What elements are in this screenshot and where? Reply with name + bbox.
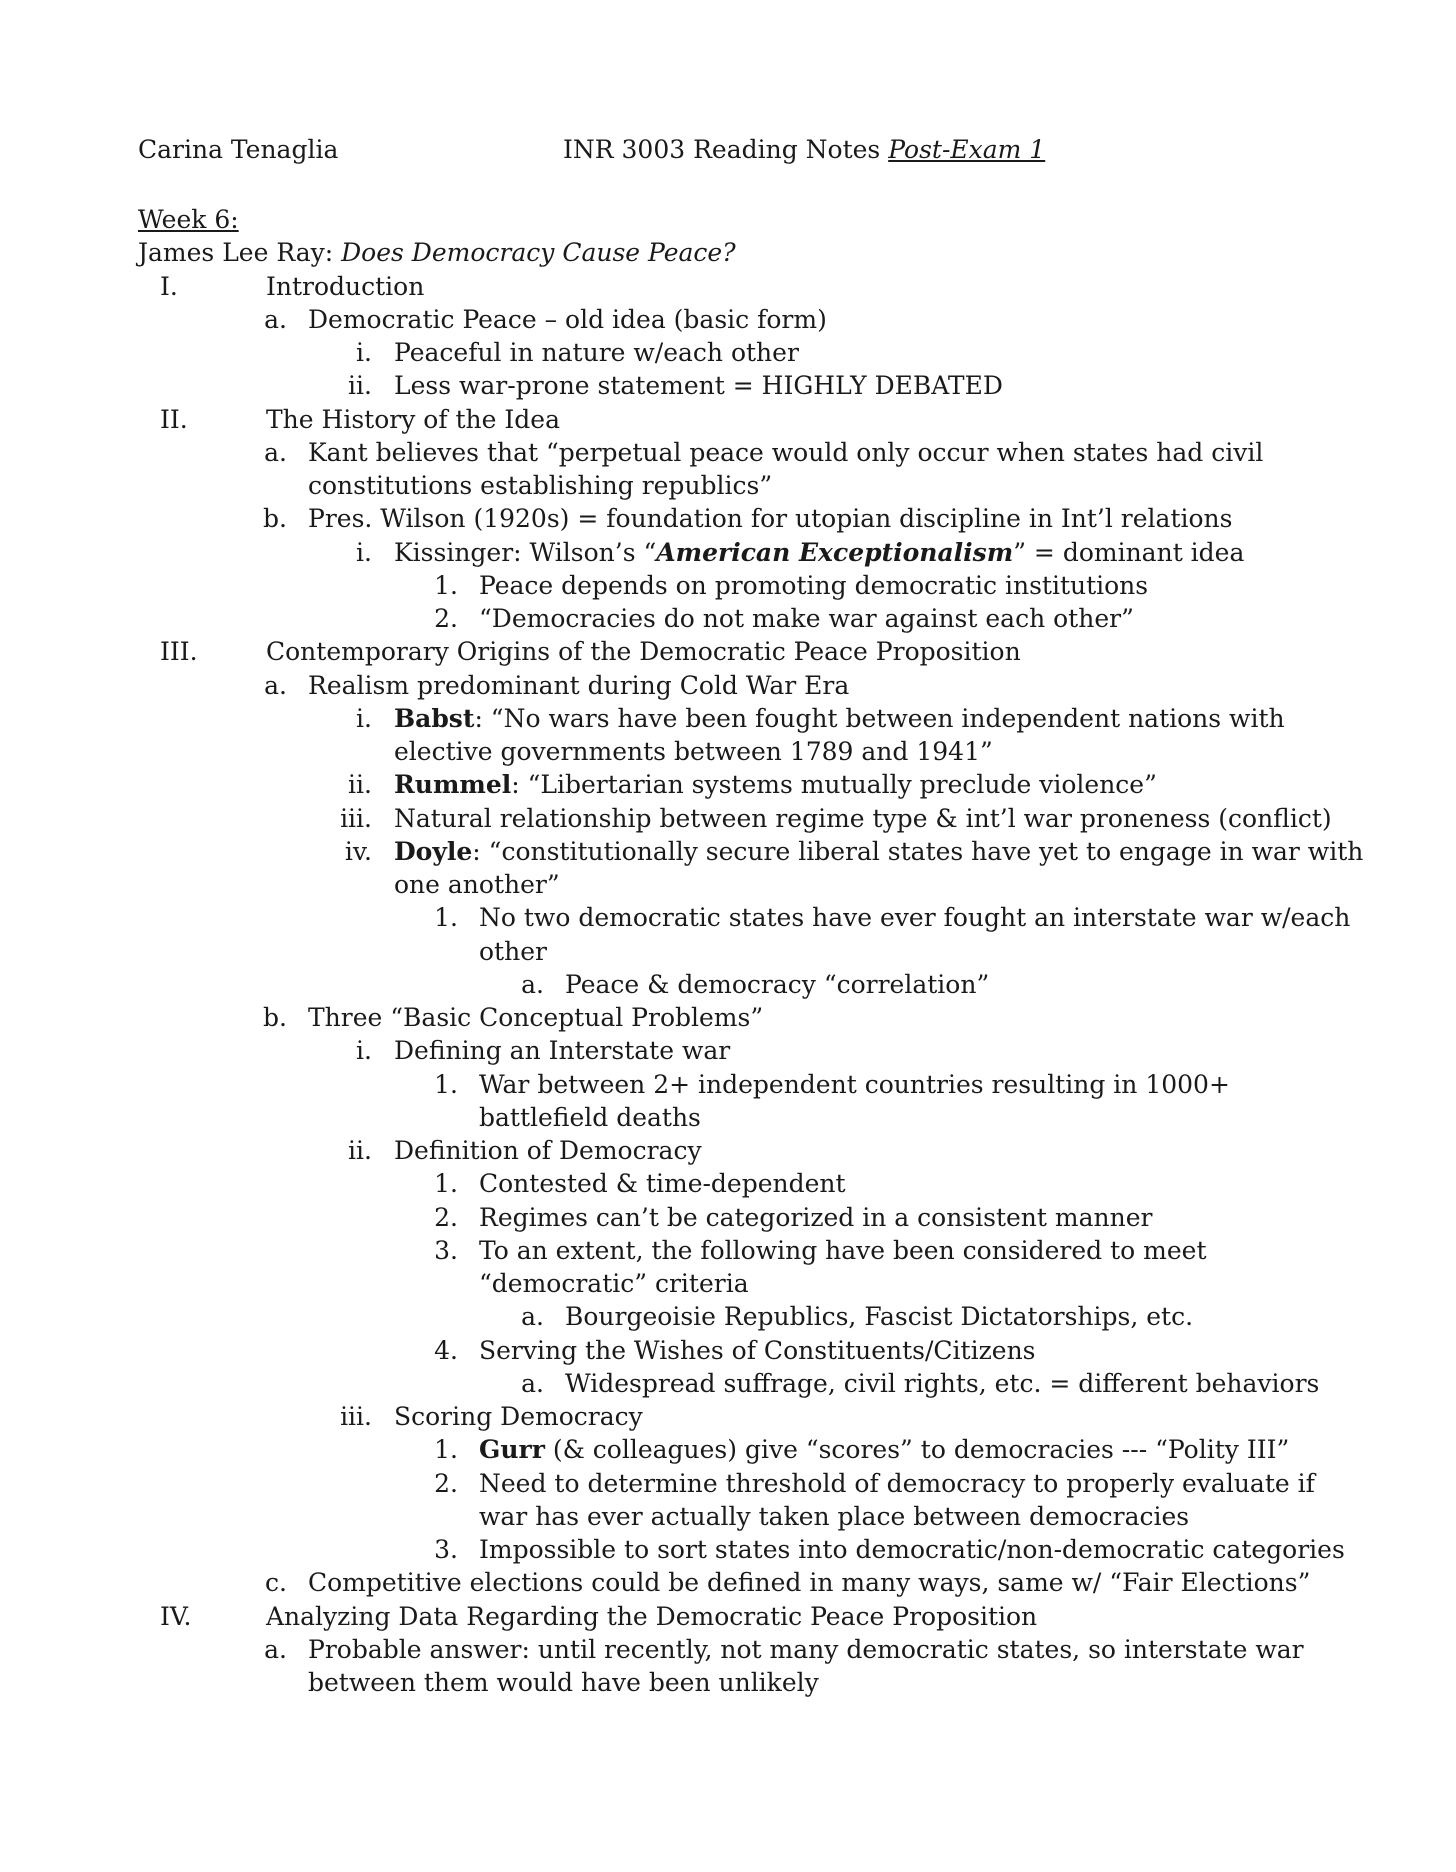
text-run: : “constitutionally secure liberal states have yet to engage in war with xyxy=(472,836,1364,866)
text-run: ” = dominant idea xyxy=(1013,537,1245,567)
outline-item xyxy=(0,469,1456,502)
outline-item xyxy=(0,1666,1456,1699)
outline-item xyxy=(0,669,1456,702)
outline-text xyxy=(394,1134,702,1167)
outline-item xyxy=(0,1167,1456,1200)
heading-line xyxy=(0,236,1456,269)
outline-item xyxy=(0,1500,1456,1533)
outline-item xyxy=(0,1267,1456,1300)
outline-text xyxy=(394,868,560,901)
outline-item xyxy=(0,1600,1456,1633)
outline-item xyxy=(0,868,1456,901)
outline-marker: a. xyxy=(264,304,287,334)
outline-marker: b. xyxy=(263,1003,287,1032)
outline-item xyxy=(0,635,1456,668)
outline-item xyxy=(0,1400,1456,1433)
outline-text xyxy=(394,768,1157,801)
outline-text xyxy=(394,336,799,369)
outline-text xyxy=(394,1034,730,1067)
text-run: “democratic” criteria xyxy=(479,1269,749,1298)
text-run: James Lee Ray: xyxy=(138,238,342,268)
outline-text xyxy=(266,1600,1037,1633)
outline-marker: I. xyxy=(160,271,178,301)
outline-item xyxy=(0,336,1456,369)
outline-item xyxy=(0,536,1456,569)
outline-marker: a. xyxy=(264,437,287,467)
outline-text xyxy=(479,1234,1207,1267)
text-run: Week 6: xyxy=(138,205,239,234)
text-run: battlefield deaths xyxy=(479,1102,701,1132)
outline-text xyxy=(394,369,1003,402)
outline-item xyxy=(0,403,1456,436)
outline-text xyxy=(479,569,1148,602)
outline-item xyxy=(0,303,1456,336)
outline-text xyxy=(479,935,547,968)
outline-text xyxy=(308,1001,763,1034)
course-title-emphasis: Post-Exam 1 xyxy=(888,135,1046,164)
outline-marker: ii. xyxy=(348,770,372,800)
notes-outline xyxy=(0,203,1456,1699)
text-run: Three “Basic Conceptual Problems” xyxy=(308,1003,764,1032)
outline-text xyxy=(308,1666,819,1699)
outline-item xyxy=(0,569,1456,602)
text-run: Less war-prone statement = HIGHLY DEBATED xyxy=(394,371,1003,401)
text-run: Natural relationship between regime type & int’l war proneness (conflict) xyxy=(394,803,1332,833)
text-run: : “No wars have been fought between independent nations with xyxy=(474,703,1285,733)
text-run: Peace & democracy “correlation” xyxy=(565,969,990,999)
text-run: Defining an Interstate war xyxy=(394,1036,731,1066)
text-run: Peace depends on promoting democratic institutions xyxy=(479,570,1149,600)
outline-text xyxy=(308,469,772,502)
text-run: Competitive elections could be defined in many ways, same w/ “Fair Elections” xyxy=(308,1568,1311,1598)
text-run: Pres. Wilson (1920s) = foundation for utopian discipline in Int’l relations xyxy=(308,504,1233,534)
outline-marker: 1. xyxy=(434,1169,458,1199)
outline-marker: III. xyxy=(160,637,198,667)
text-run: Kant believes that “perpetual peace would only occur when states had civil xyxy=(308,437,1264,467)
text-run: Analyzing Data Regarding the Democratic Peace Proposition xyxy=(266,1601,1038,1631)
emphasized-term: Gurr xyxy=(479,1435,545,1465)
outline-marker: a. xyxy=(264,1634,287,1664)
outline-text xyxy=(565,1300,1193,1333)
outline-text xyxy=(308,1633,1304,1666)
outline-item xyxy=(0,436,1456,469)
outline-marker: i. xyxy=(356,1036,372,1066)
outline-item xyxy=(0,369,1456,402)
outline-marker: i. xyxy=(356,338,372,367)
outline-item xyxy=(0,1001,1456,1034)
outline-text xyxy=(565,968,989,1001)
text-run: (& colleagues) give “scores” to democracies --- “Polity III” xyxy=(544,1435,1290,1465)
outline-marker: b. xyxy=(263,504,287,534)
text-run: Realism predominant during Cold War Era xyxy=(308,670,850,700)
outline-marker: i. xyxy=(356,537,372,567)
outline-marker: 1. xyxy=(434,1435,458,1465)
text-run: constitutions establishing republics” xyxy=(308,471,773,500)
outline-item xyxy=(0,1134,1456,1167)
outline-marker: ii. xyxy=(348,371,372,401)
outline-item xyxy=(0,901,1456,934)
outline-marker: i. xyxy=(356,703,372,733)
outline-marker: 3. xyxy=(434,1235,458,1265)
outline-item xyxy=(0,502,1456,535)
emphasized-term: Doyle xyxy=(394,836,473,866)
outline-item xyxy=(0,1101,1456,1134)
outline-text xyxy=(394,735,993,768)
text-run: Definition of Democracy xyxy=(394,1136,702,1165)
outline-marker: iii. xyxy=(340,803,372,833)
outline-text xyxy=(308,502,1232,535)
outline-item xyxy=(0,1433,1456,1466)
outline-marker: iii. xyxy=(340,1402,372,1431)
outline-item xyxy=(0,602,1456,635)
outline-marker: c. xyxy=(265,1568,287,1598)
text-run: war has ever actually taken place between democracies xyxy=(479,1501,1190,1531)
outline-item xyxy=(0,1201,1456,1234)
outline-text xyxy=(479,1167,846,1200)
emphasized-term: Babst xyxy=(394,703,475,733)
outline-text xyxy=(479,602,1134,635)
text-run: The History of the Idea xyxy=(266,404,560,434)
text-run: one another” xyxy=(394,870,560,899)
outline-marker: 4. xyxy=(434,1335,458,1365)
outline-text xyxy=(308,1566,1310,1599)
text-run: Widespread suffrage, civil rights, etc. = different behaviors xyxy=(565,1368,1320,1398)
outline-text xyxy=(479,1334,1036,1367)
text-run: Kissinger: Wilson’s “ xyxy=(394,537,657,567)
outline-text xyxy=(394,702,1285,735)
outline-item xyxy=(0,1068,1456,1101)
outline-marker: a. xyxy=(264,670,287,700)
outline-item xyxy=(0,968,1456,1001)
outline-marker: a. xyxy=(521,1302,544,1332)
outline-marker: 2. xyxy=(434,604,458,633)
outline-text xyxy=(479,1533,1345,1566)
outline-text xyxy=(479,1101,701,1134)
outline-marker: II. xyxy=(160,404,188,434)
outline-marker: 2. xyxy=(434,1468,458,1498)
outline-item xyxy=(0,735,1456,768)
emphasized-term: Rummel xyxy=(394,770,512,800)
outline-marker: 1. xyxy=(434,903,458,933)
outline-item xyxy=(0,1367,1456,1400)
outline-marker: 1. xyxy=(434,570,458,600)
outline-item xyxy=(0,1034,1456,1067)
outline-text xyxy=(308,436,1263,469)
outline-text xyxy=(394,802,1332,835)
outline-item xyxy=(0,270,1456,303)
text-run: Does Democracy Cause Peace? xyxy=(341,238,736,268)
outline-item xyxy=(0,1566,1456,1599)
outline-text xyxy=(479,1201,1152,1234)
text-run: Need to determine threshold of democracy to properly evaluate if xyxy=(479,1468,1315,1498)
course-title xyxy=(563,135,1045,164)
outline-item xyxy=(0,1300,1456,1333)
text-run: Democratic Peace – old idea (basic form) xyxy=(308,304,827,334)
outline-marker: ii. xyxy=(348,1136,372,1165)
text-run: : “Libertarian systems mutually preclude violence” xyxy=(511,770,1157,800)
outline-text xyxy=(479,1500,1189,1533)
outline-text xyxy=(479,1433,1289,1466)
outline-text xyxy=(394,1400,643,1433)
text-run: elective governments between 1789 and 1941” xyxy=(394,737,993,766)
outline-text xyxy=(565,1367,1319,1400)
outline-item xyxy=(0,702,1456,735)
emphasized-term: American Exceptionalism xyxy=(656,537,1014,567)
outline-text xyxy=(138,236,736,269)
text-run: Bourgeoisie Republics, Fascist Dictatorships, etc. xyxy=(565,1302,1194,1332)
outline-item xyxy=(0,802,1456,835)
text-run: Probable answer: until recently, not many democratic states, so interstate war xyxy=(308,1634,1304,1664)
outline-item xyxy=(0,1533,1456,1566)
outline-marker: a. xyxy=(521,969,544,999)
outline-item xyxy=(0,1234,1456,1267)
outline-text xyxy=(479,1267,749,1300)
outline-marker: iv. xyxy=(344,836,372,866)
text-run: Peaceful in nature w/each other xyxy=(394,338,799,367)
course-title-text: INR 3003 Reading Notes xyxy=(563,135,889,164)
text-run: other xyxy=(479,936,547,966)
outline-text xyxy=(138,203,239,236)
outline-item xyxy=(0,1633,1456,1666)
outline-text xyxy=(308,669,849,702)
outline-text xyxy=(308,303,827,336)
text-run: Scoring Democracy xyxy=(394,1402,643,1431)
outline-text xyxy=(266,270,424,303)
outline-text xyxy=(479,1068,1230,1101)
outline-text xyxy=(266,635,1021,668)
author-name: Carina Tenaglia xyxy=(138,135,339,164)
text-run: between them would have been unlikely xyxy=(308,1668,819,1697)
outline-item xyxy=(0,1467,1456,1500)
outline-marker: IV. xyxy=(160,1601,192,1631)
text-run: To an extent, the following have been considered to meet xyxy=(479,1235,1207,1265)
outline-text xyxy=(266,403,560,436)
outline-item xyxy=(0,1334,1456,1367)
text-run: Regimes can’t be categorized in a consistent manner xyxy=(479,1202,1153,1232)
outline-marker: 1. xyxy=(434,1069,458,1099)
heading-line xyxy=(0,203,1456,236)
outline-item xyxy=(0,935,1456,968)
outline-item xyxy=(0,835,1456,868)
outline-text xyxy=(394,835,1363,868)
page-header xyxy=(138,135,1046,164)
text-run: Introduction xyxy=(266,271,425,301)
text-run: Contested & time-dependent xyxy=(479,1169,846,1199)
outline-item xyxy=(0,768,1456,801)
outline-marker: 2. xyxy=(434,1202,458,1232)
text-run: Contemporary Origins of the Democratic Peace Proposition xyxy=(266,637,1021,667)
outline-text xyxy=(394,536,1244,569)
text-run: “Democracies do not make war against each other” xyxy=(479,604,1134,633)
text-run: No two democratic states have ever fought an interstate war w/each xyxy=(479,903,1351,933)
text-run: War between 2+ independent countries resulting in 1000+ xyxy=(479,1069,1230,1099)
outline-marker: a. xyxy=(521,1368,544,1398)
outline-text xyxy=(479,901,1350,934)
text-run: Impossible to sort states into democratic/non-democratic categories xyxy=(479,1535,1345,1564)
outline-text xyxy=(479,1467,1315,1500)
text-run: Serving the Wishes of Constituents/Citizens xyxy=(479,1335,1036,1365)
outline-marker: 3. xyxy=(434,1535,458,1564)
